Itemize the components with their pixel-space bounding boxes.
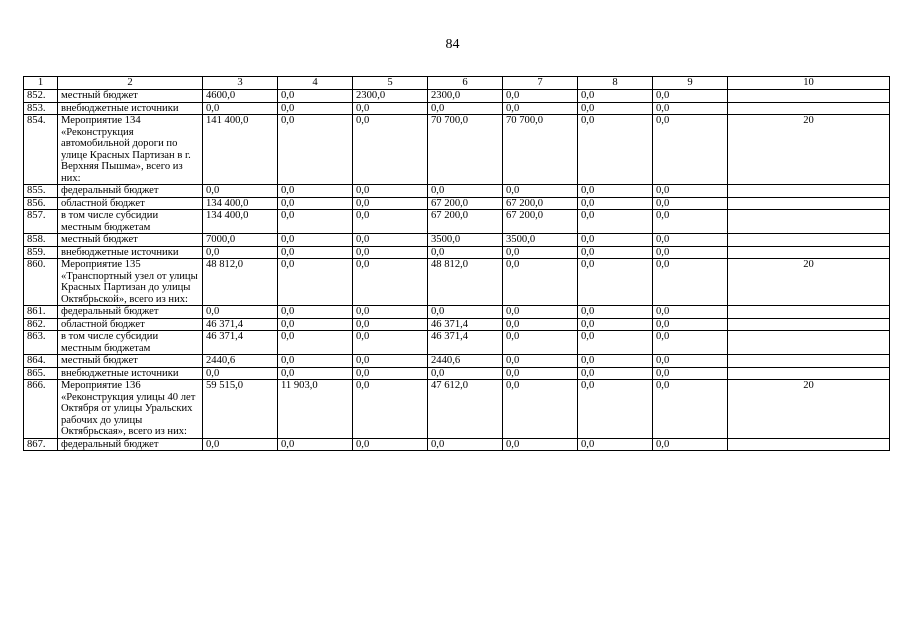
header-col-7: 7	[503, 77, 578, 90]
row-number: 854.	[24, 115, 58, 185]
row-number: 861.	[24, 306, 58, 319]
col-5-value: 0,0	[353, 102, 428, 115]
table-row	[24, 185, 890, 198]
row-number: 863.	[24, 331, 58, 355]
col-7-value: 67 200,0	[503, 197, 578, 210]
col-8-value: 0,0	[578, 210, 653, 234]
col-8-value: 0,0	[578, 380, 653, 439]
col-4-value: 0,0	[278, 306, 353, 319]
col-8-value: 0,0	[578, 90, 653, 103]
col-9-value: 0,0	[653, 197, 728, 210]
table-body	[24, 90, 890, 451]
col-9-value: 0,0	[653, 246, 728, 259]
table-row	[24, 115, 890, 185]
col-8-value: 0,0	[578, 185, 653, 198]
row-name: в том числе субсидии местным бюджетам	[58, 331, 203, 355]
col-4-value: 0,0	[278, 197, 353, 210]
col-8-value: 0,0	[578, 259, 653, 306]
col-10-value	[728, 102, 890, 115]
col-4-value: 0,0	[278, 185, 353, 198]
col-7-value: 0,0	[503, 438, 578, 451]
row-number: 857.	[24, 210, 58, 234]
col-8-value: 0,0	[578, 355, 653, 368]
col-7-value: 0,0	[503, 90, 578, 103]
col-9-value: 0,0	[653, 185, 728, 198]
col-3-value: 0,0	[203, 306, 278, 319]
col-8-value: 0,0	[578, 102, 653, 115]
col-4-value: 0,0	[278, 355, 353, 368]
col-5-value: 0,0	[353, 355, 428, 368]
header-col-2: 2	[58, 77, 203, 90]
col-4-value: 0,0	[278, 102, 353, 115]
col-6-value: 3500,0	[428, 234, 503, 247]
row-name: местный бюджет	[58, 355, 203, 368]
row-number: 853.	[24, 102, 58, 115]
row-number: 855.	[24, 185, 58, 198]
col-6-value: 46 371,4	[428, 318, 503, 331]
table-row	[24, 197, 890, 210]
col-7-value: 0,0	[503, 306, 578, 319]
col-4-value: 0,0	[278, 367, 353, 380]
col-8-value: 0,0	[578, 331, 653, 355]
col-7-value: 0,0	[503, 259, 578, 306]
col-3-value: 0,0	[203, 246, 278, 259]
row-number: 858.	[24, 234, 58, 247]
col-6-value: 2440,6	[428, 355, 503, 368]
col-6-value: 67 200,0	[428, 210, 503, 234]
col-7-value: 3500,0	[503, 234, 578, 247]
col-6-value: 48 812,0	[428, 259, 503, 306]
col-10-value: 20	[728, 115, 890, 185]
col-8-value: 0,0	[578, 367, 653, 380]
col-6-value: 0,0	[428, 185, 503, 198]
col-9-value: 0,0	[653, 355, 728, 368]
col-4-value: 11 903,0	[278, 380, 353, 439]
col-9-value: 0,0	[653, 380, 728, 439]
table-row	[24, 234, 890, 247]
col-9-value: 0,0	[653, 234, 728, 247]
row-name: внебюджетные источники	[58, 102, 203, 115]
row-name: Мероприятие 134 «Реконструкция автомобильной дороги по улице Красных Партизан в г. Верхняя Пышма», всего из них:	[58, 115, 203, 185]
col-10-value: 20	[728, 259, 890, 306]
col-10-value	[728, 234, 890, 247]
col-4-value: 0,0	[278, 90, 353, 103]
row-name: местный бюджет	[58, 90, 203, 103]
col-6-value: 0,0	[428, 246, 503, 259]
col-3-value: 134 400,0	[203, 197, 278, 210]
col-3-value: 48 812,0	[203, 259, 278, 306]
table-row	[24, 259, 890, 306]
col-4-value: 0,0	[278, 115, 353, 185]
col-3-value: 59 515,0	[203, 380, 278, 439]
col-10-value	[728, 438, 890, 451]
row-name: внебюджетные источники	[58, 367, 203, 380]
col-9-value: 0,0	[653, 318, 728, 331]
col-5-value: 0,0	[353, 438, 428, 451]
row-number: 866.	[24, 380, 58, 439]
col-9-value: 0,0	[653, 259, 728, 306]
row-name: в том числе субсидии местным бюджетам	[58, 210, 203, 234]
col-6-value: 0,0	[428, 367, 503, 380]
row-number: 867.	[24, 438, 58, 451]
col-3-value: 2440,6	[203, 355, 278, 368]
col-5-value: 0,0	[353, 185, 428, 198]
header-col-8: 8	[578, 77, 653, 90]
header-col-3: 3	[203, 77, 278, 90]
row-number: 856.	[24, 197, 58, 210]
table-row	[24, 355, 890, 368]
row-name: федеральный бюджет	[58, 306, 203, 319]
col-4-value: 0,0	[278, 259, 353, 306]
col-7-value: 67 200,0	[503, 210, 578, 234]
col-10-value	[728, 331, 890, 355]
col-9-value: 0,0	[653, 102, 728, 115]
col-10-value	[728, 90, 890, 103]
col-3-value: 7000,0	[203, 234, 278, 247]
col-9-value: 0,0	[653, 210, 728, 234]
col-3-value: 46 371,4	[203, 331, 278, 355]
col-10-value	[728, 355, 890, 368]
table-row	[24, 90, 890, 103]
row-name: областной бюджет	[58, 318, 203, 331]
row-number: 865.	[24, 367, 58, 380]
col-10-value	[728, 185, 890, 198]
header-col-4: 4	[278, 77, 353, 90]
col-9-value: 0,0	[653, 367, 728, 380]
table-row	[24, 246, 890, 259]
col-6-value: 0,0	[428, 102, 503, 115]
row-number: 860.	[24, 259, 58, 306]
col-10-value	[728, 318, 890, 331]
col-8-value: 0,0	[578, 234, 653, 247]
table-row	[24, 438, 890, 451]
col-3-value: 46 371,4	[203, 318, 278, 331]
col-3-value: 0,0	[203, 185, 278, 198]
table-row	[24, 331, 890, 355]
row-name: областной бюджет	[58, 197, 203, 210]
col-7-value: 0,0	[503, 318, 578, 331]
table-row	[24, 318, 890, 331]
col-9-value: 0,0	[653, 438, 728, 451]
col-8-value: 0,0	[578, 438, 653, 451]
row-number: 859.	[24, 246, 58, 259]
col-8-value: 0,0	[578, 306, 653, 319]
col-10-value	[728, 210, 890, 234]
col-10-value	[728, 306, 890, 319]
table-row	[24, 306, 890, 319]
header-col-1: 1	[24, 77, 58, 90]
col-3-value: 0,0	[203, 367, 278, 380]
col-5-value: 0,0	[353, 234, 428, 247]
col-5-value: 0,0	[353, 197, 428, 210]
col-9-value: 0,0	[653, 331, 728, 355]
table-row	[24, 210, 890, 234]
table-row	[24, 380, 890, 439]
table-row	[24, 102, 890, 115]
row-number: 862.	[24, 318, 58, 331]
col-10-value: 20	[728, 380, 890, 439]
page-number: 84	[445, 37, 460, 52]
row-number: 864.	[24, 355, 58, 368]
col-3-value: 134 400,0	[203, 210, 278, 234]
col-10-value	[728, 246, 890, 259]
row-name: местный бюджет	[58, 234, 203, 247]
col-10-value	[728, 197, 890, 210]
col-4-value: 0,0	[278, 210, 353, 234]
row-name: Мероприятие 136 «Реконструкция улицы 40 лет Октября от улицы Уральских рабочих до улицы Октябрьская», всего из них:	[58, 380, 203, 439]
col-4-value: 0,0	[278, 318, 353, 331]
header-col-6: 6	[428, 77, 503, 90]
col-5-value: 0,0	[353, 331, 428, 355]
col-4-value: 0,0	[278, 438, 353, 451]
col-9-value: 0,0	[653, 90, 728, 103]
col-6-value: 2300,0	[428, 90, 503, 103]
col-5-value: 0,0	[353, 367, 428, 380]
col-7-value: 0,0	[503, 355, 578, 368]
col-5-value: 0,0	[353, 246, 428, 259]
col-5-value: 0,0	[353, 380, 428, 439]
header-col-5: 5	[353, 77, 428, 90]
col-6-value: 67 200,0	[428, 197, 503, 210]
row-name: Мероприятие 135 «Транспортный узел от улицы Красных Партизан до улицы Октябрьской», всего из них:	[58, 259, 203, 306]
col-10-value	[728, 367, 890, 380]
col-5-value: 0,0	[353, 115, 428, 185]
header-col-10: 10	[728, 77, 890, 90]
header-row	[24, 77, 890, 90]
col-4-value: 0,0	[278, 331, 353, 355]
col-9-value: 0,0	[653, 115, 728, 185]
col-3-value: 0,0	[203, 438, 278, 451]
col-7-value: 70 700,0	[503, 115, 578, 185]
col-6-value: 0,0	[428, 438, 503, 451]
table-row	[24, 367, 890, 380]
header-col-9: 9	[653, 77, 728, 90]
row-name: федеральный бюджет	[58, 438, 203, 451]
col-7-value: 0,0	[503, 367, 578, 380]
col-7-value: 0,0	[503, 380, 578, 439]
col-8-value: 0,0	[578, 318, 653, 331]
col-5-value: 0,0	[353, 306, 428, 319]
col-9-value: 0,0	[653, 306, 728, 319]
col-8-value: 0,0	[578, 246, 653, 259]
col-8-value: 0,0	[578, 115, 653, 185]
col-5-value: 0,0	[353, 318, 428, 331]
col-3-value: 141 400,0	[203, 115, 278, 185]
row-number: 852.	[24, 90, 58, 103]
col-3-value: 4600,0	[203, 90, 278, 103]
col-3-value: 0,0	[203, 102, 278, 115]
col-7-value: 0,0	[503, 185, 578, 198]
col-5-value: 0,0	[353, 259, 428, 306]
col-7-value: 0,0	[503, 102, 578, 115]
col-6-value: 70 700,0	[428, 115, 503, 185]
col-7-value: 0,0	[503, 331, 578, 355]
col-5-value: 2300,0	[353, 90, 428, 103]
col-8-value: 0,0	[578, 197, 653, 210]
col-6-value: 0,0	[428, 306, 503, 319]
col-6-value: 46 371,4	[428, 331, 503, 355]
budget-table	[23, 76, 890, 451]
row-name: федеральный бюджет	[58, 185, 203, 198]
col-4-value: 0,0	[278, 234, 353, 247]
col-4-value: 0,0	[278, 246, 353, 259]
col-5-value: 0,0	[353, 210, 428, 234]
col-6-value: 47 612,0	[428, 380, 503, 439]
row-name: внебюджетные источники	[58, 246, 203, 259]
col-7-value: 0,0	[503, 246, 578, 259]
